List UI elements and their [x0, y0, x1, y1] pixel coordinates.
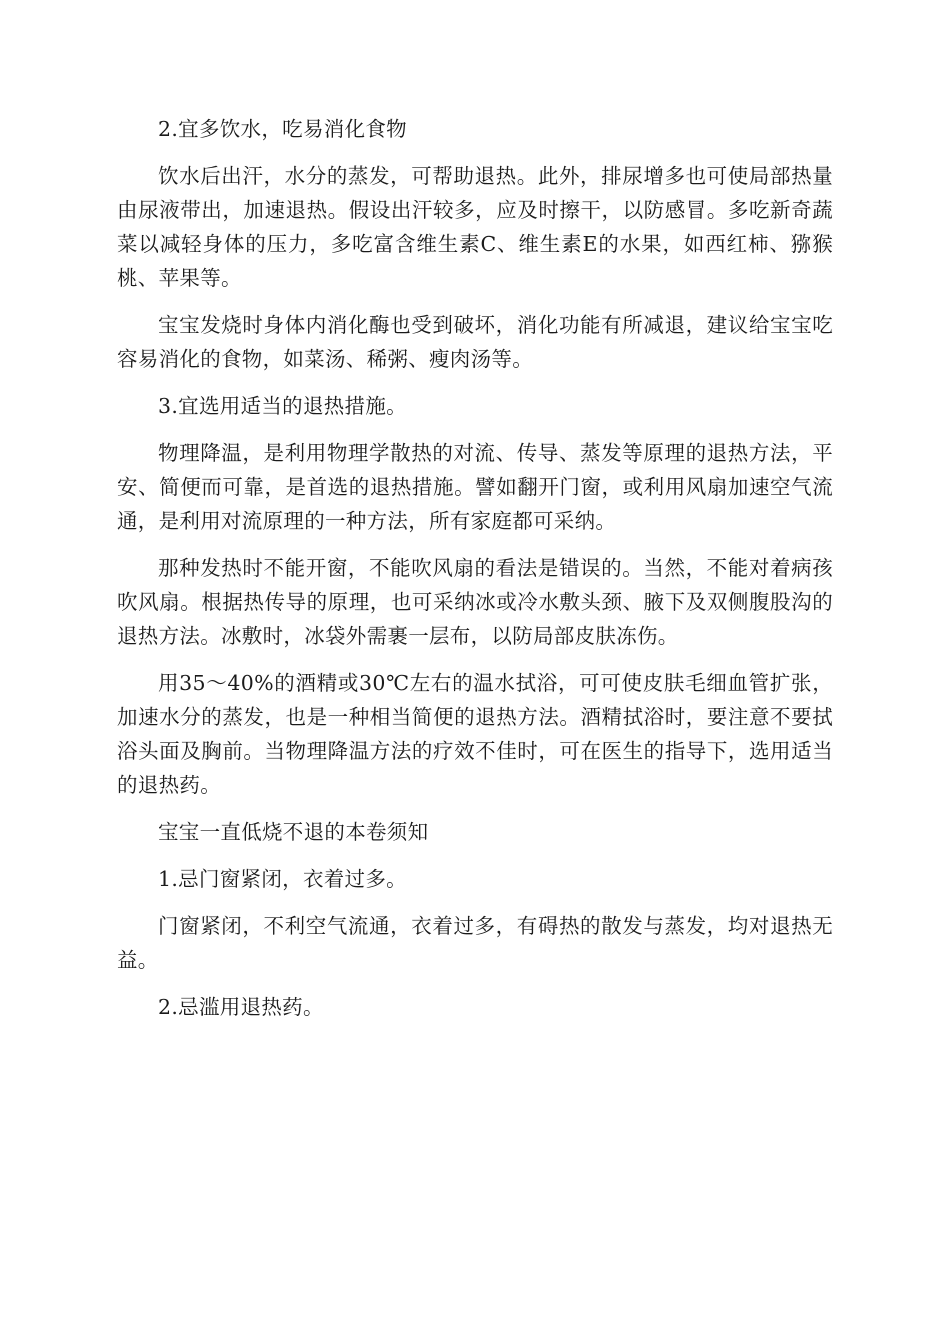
document-body	[117, 112, 833, 1037]
section-heading-cooling-measures: 3.宜选用适当的退热措施。	[158, 394, 407, 418]
paragraph-physical-cooling: 物理降温，是利用物理学散热的对流、传导、蒸发等原理的退热方法，平安、简便而可靠，是首选的退热措施。譬如翻开门窗，或利用风扇加速空气流通，是利用对流原理的一种方法，所有家庭都可采纳。	[117, 441, 833, 533]
paragraph-digestible-food: 宝宝发烧时身体内消化酶也受到破坏，消化功能有所减退，建议给宝宝吃容易消化的食物，如菜汤、稀粥、瘦肉汤等。	[117, 313, 833, 371]
paragraph-alcohol-bath: 用35～40%的酒精或30℃左右的温水拭浴，可可使皮肤毛细血管扩张，加速水分的蒸发，也是一种相当简便的退热方法。酒精拭浴时，要注意不要拭浴头面及胸前。当物理降温方法的疗效不佳时，可在医生的指导下，选用适当的退热药。	[117, 671, 833, 797]
section-heading-drink-water: 2.宜多饮水，吃易消化食物	[158, 117, 407, 141]
section-heading-closed-windows: 1.忌门窗紧闭，衣着过多。	[158, 867, 407, 891]
section-heading-antipyretics: 2.忌滥用退热药。	[158, 995, 324, 1019]
paragraph-closed-windows: 门窗紧闭，不利空气流通，衣着过多，有碍热的散发与蒸发，均对退热无益。	[117, 914, 833, 972]
paragraph-window-fan: 那种发热时不能开窗，不能吹风扇的看法是错误的。当然，不能对着病孩吹风扇。根据热传导的原理，也可采纳冰或冷水敷头颈、腋下及双侧腹股沟的退热方法。冰敷时，冰袋外需裹一层布，以防局部皮肤冻伤。	[117, 556, 833, 648]
section-heading-notes: 宝宝一直低烧不退的本卷须知	[158, 820, 429, 844]
paragraph-drink-water: 饮水后出汗，水分的蒸发，可帮助退热。此外，排尿增多也可使局部热量由尿液带出，加速退热。假设出汗较多，应及时擦干，以防感冒。多吃新奇蔬菜以减轻身体的压力，多吃富含维生素C、维生素E的水果，如西红柿、猕猴桃、苹果等。	[117, 164, 833, 290]
